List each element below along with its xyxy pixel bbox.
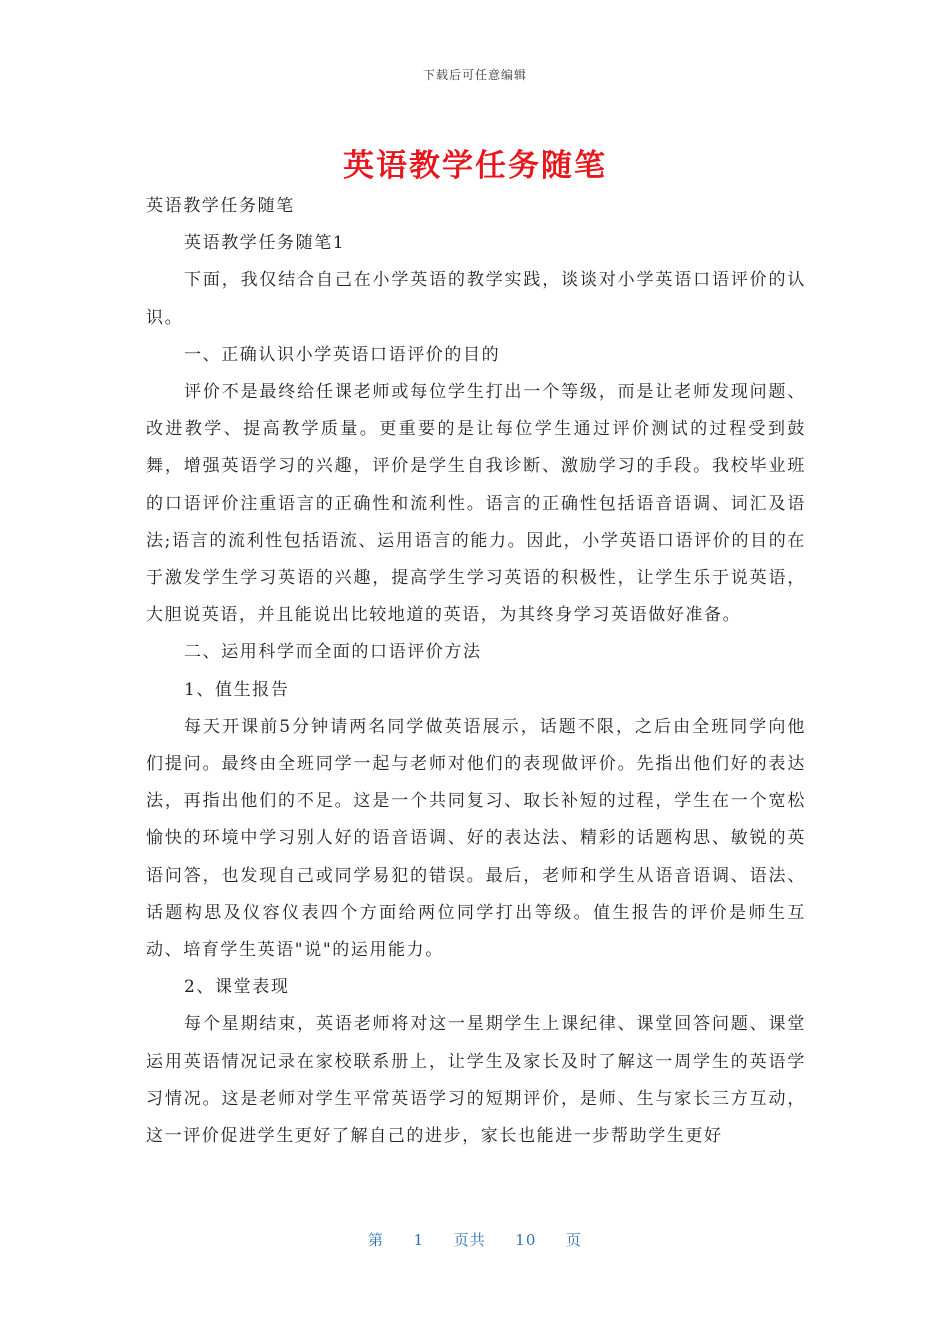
document-title: 英语教学任务随笔 (343, 148, 607, 184)
body-paragraph: 下面，我仅结合自己在小学英语的教学实践，谈谈对小学英语口语评价的认识。 (146, 270, 806, 328)
document-body (146, 188, 806, 1155)
footer-middle: 页共 (453, 1231, 486, 1249)
subsection-heading: 2、课堂表现 (184, 977, 290, 998)
body-paragraph: 英语教学任务随笔1 (184, 233, 346, 254)
body-paragraph: 每个星期结束，英语老师将对这一星期学生上课纪律、课堂回答问题、课堂运用英语情况记录在家校联系册上，让学生及家长及时了解这一周学生的英语学习情况。这是老师对学生平常英语学习的短期评价，是师、生与家长三方互动，这一评价促进学生更好了解自己的进步，家长也能进一步帮助学生更好 (146, 1014, 806, 1147)
section-heading: 二、运用科学而全面的口语评价方法 (184, 642, 482, 663)
subsection-heading: 1、值生报告 (184, 679, 290, 700)
body-paragraph: 每天开课前5分钟请两名同学做英语展示，话题不限，之后由全班同学向他们提问。最终由全班同学一起与老师对他们的表现做评价。先指出他们好的表达法，再指出他们的不足。这是一个共同复习、取长补短的过程，学生在一个宽松愉快的环境中学习别人好的语音语调、好的表达法、精彩的话题构思、敏锐的英语问答，也发现自己或同学易犯的错误。最后，老师和学生从语音语调、语法、话题构思及仪容仪表四个方面给两位同学打出等级。值生报告的评价是师生互动、培育学生英语"说"的运用能力。 (146, 716, 806, 961)
footer-suffix: 页 (565, 1231, 582, 1249)
page-footer (0, 1229, 950, 1250)
footer-page-number: 1 (413, 1231, 425, 1249)
section-heading: 一、正确认识小学英语口语评价的目的 (184, 344, 501, 365)
body-paragraph: 英语教学任务随笔 (146, 196, 295, 216)
footer-total-pages: 10 (515, 1231, 537, 1249)
body-paragraph: 评价不是最终给任课老师或每位学生打出一个等级，而是让老师发现问题、改进教学、提高教学质量。更重要的是让每位学生通过评价测试的过程受到鼓舞，增强英语学习的兴趣，评价是学生自我诊断、激励学习的手段。我校毕业班的口语评价注重语言的正确性和流利性。语言的正确性包括语音语调、词汇及语法;语言的流利性包括语流、运用语言的能力。因此，小学英语口语评价的目的在于激发学生学习英语的兴趣，提高学生学习英语的积极性，让学生乐于说英语，大胆说英语，并且能说出比较地道的英语，为其终身学习英语做好准备。 (146, 382, 806, 626)
header-note: 下载后可任意编辑 (422, 68, 527, 82)
footer-prefix: 第 (368, 1231, 385, 1249)
